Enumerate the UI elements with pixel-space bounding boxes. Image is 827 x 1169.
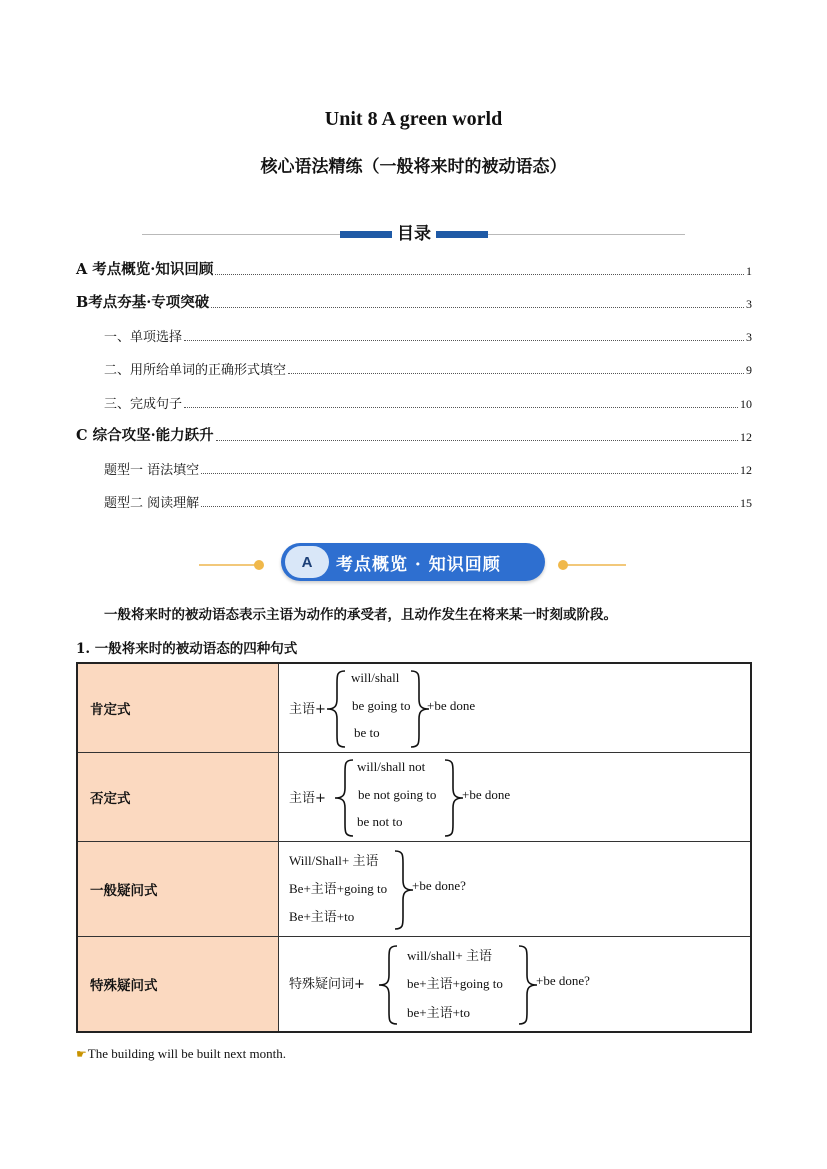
toc-entry-page: 12 — [740, 463, 752, 477]
section-banner-title: 考点概览 · 知识回顾 — [336, 554, 501, 575]
toc-leader-dots — [184, 339, 744, 341]
table-row — [77, 841, 751, 936]
toc-entry-page: 9 — [746, 363, 752, 377]
formula-prefix: 主语+ — [289, 702, 326, 717]
formula-suffix: +be done — [427, 698, 476, 713]
formula-option: will/shall — [351, 670, 400, 685]
toc-entry-page: 3 — [746, 297, 752, 311]
example-text: The building will be built next month. — [87, 1046, 286, 1061]
row-header: 特殊疑问式 — [77, 936, 279, 1032]
row-header: 否定式 — [77, 752, 279, 841]
toc-entry-b2[interactable] — [104, 358, 752, 378]
row-header: 肯定式 — [77, 663, 279, 752]
formula-option: will/shall not — [357, 758, 426, 774]
formula-option: be+主语+to — [407, 1004, 471, 1020]
formula-option: be+主语+going to — [407, 975, 503, 991]
table-row — [77, 936, 751, 1032]
banner-dot-left — [254, 560, 264, 570]
formula-option: Be+主语+going to — [289, 880, 388, 896]
formula-option: be going to — [352, 698, 411, 713]
formula-option: Will/Shall+ 主语 — [289, 852, 379, 868]
row-body — [279, 752, 752, 841]
formula-option: be not going to — [358, 786, 437, 802]
left-brace-icon — [375, 944, 405, 1026]
document-subtitle: 核心语法精练（一般将来时的被动语态） — [260, 157, 567, 177]
toc-entry-label: 三、完成句子 — [104, 397, 183, 412]
toc-leader-dots — [216, 439, 738, 441]
section-badge: A — [285, 546, 329, 578]
toc-leader-dots — [215, 273, 744, 275]
toc-leader-dots — [201, 505, 738, 507]
toc-leader-dots — [184, 406, 738, 408]
formula-option: will/shall+ 主语 — [407, 947, 492, 963]
formula-option: Be+主语+to — [289, 908, 355, 924]
section-heading: 1. 一般将来时的被动语态的四种句式 — [76, 641, 298, 657]
toc-entry-label: 一、单项选择 — [104, 330, 183, 345]
toc-entry-b3[interactable] — [104, 392, 752, 412]
toc-entry-a[interactable] — [76, 259, 752, 279]
toc-entry-page: 10 — [740, 397, 752, 411]
toc-leader-dots — [211, 306, 744, 308]
formula-prefix: 主语+ — [289, 790, 326, 806]
banner-dot-right — [558, 560, 568, 570]
table-row — [77, 663, 751, 752]
toc-leader-dots — [288, 372, 744, 374]
formula-prefix: 特殊疑问词+ — [289, 976, 365, 992]
row-header: 一般疑问式 — [77, 841, 279, 936]
table-row — [77, 752, 751, 841]
formula-option: be not to — [357, 813, 403, 829]
row-body — [279, 841, 752, 936]
left-brace-icon — [323, 669, 353, 749]
toc-bar-right — [436, 231, 488, 238]
document-title: Unit 8 A green world — [324, 108, 503, 130]
toc-entry-page: 1 — [746, 264, 752, 278]
formula-suffix: +be done — [462, 786, 511, 802]
toc-entry-c2[interactable] — [104, 491, 752, 511]
row-body — [279, 663, 752, 752]
formula-option: be to — [354, 725, 380, 740]
toc-entry-b[interactable] — [76, 292, 752, 312]
toc-entry-label: B考点夯基·专项突破 — [76, 294, 210, 311]
toc-entry-c[interactable] — [76, 425, 752, 445]
row-body — [279, 936, 752, 1032]
pointing-hand-icon: ☛ — [76, 1047, 87, 1061]
toc-entry-label: 二、用所给单词的正确形式填空 — [104, 363, 287, 378]
example-sentence — [76, 1046, 286, 1062]
toc-entry-b1[interactable] — [104, 325, 752, 345]
toc-entry-label: A 考点概览·知识回顾 — [76, 261, 214, 278]
toc-entry-page: 3 — [746, 330, 752, 344]
toc-entry-label: 题型二 阅读理解 — [104, 496, 200, 511]
toc-entry-page: 12 — [740, 430, 752, 444]
toc-entry-c1[interactable] — [104, 458, 752, 478]
toc-entry-page: 15 — [740, 496, 752, 510]
banner-line-right — [566, 564, 626, 566]
intro-paragraph: 一般将来时的被动语态表示主语为动作的承受者，且动作发生在将来某一时刻或阶段。 — [104, 607, 617, 623]
toc-heading: 目录 — [392, 219, 436, 244]
toc-entry-label: 题型一 语法填空 — [104, 463, 200, 478]
formula-suffix: +be done? — [536, 972, 590, 988]
toc-leader-dots — [201, 472, 738, 474]
formula-suffix: +be done? — [412, 877, 466, 893]
toc-bar-left — [340, 231, 392, 238]
toc-entry-label: C 综合攻坚·能力跃升 — [76, 427, 214, 444]
sentence-forms-table — [76, 662, 752, 1033]
